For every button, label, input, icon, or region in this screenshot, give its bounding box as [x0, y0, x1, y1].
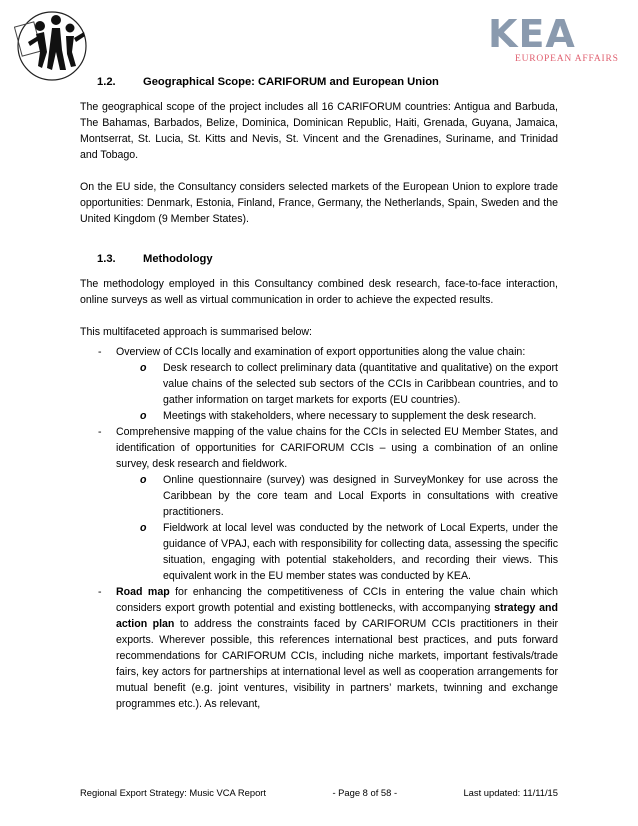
section-title: Geographical Scope: CARIFORUM and European Union	[143, 76, 439, 88]
sub-list-item: o Online questionnaire (survey) was designed in SurveyMonkey for use across the Caribbean by the core team and Local Exports in consultations with creative practitioners.	[140, 472, 558, 520]
document-body	[80, 74, 558, 712]
list-item-text: Comprehensive mapping of the value chains for the CCIs in selected EU Member States, and identification of opportunities for CARIFORUM CCIs – using a combination of an online survey, desk research and fieldwork.	[116, 426, 558, 470]
sub-list-item: o Fieldwork at local level was conducted by the network of Local Experts, under the guidance of VPAJ, each with responsibility for collecting data, assessing the specific situation, engaging with potential stakeholders, and recording their views. This equivalent work in the EU member states was conducted by KEA.	[140, 520, 558, 584]
paragraph: The methodology employed in this Consultancy combined desk research, face-to-face interaction, online surveys as well as virtual communication in order to achieve the expected results.	[80, 278, 558, 306]
sub-list	[116, 360, 558, 424]
list-item-text: to address the constraints faced by CARIFORUM CCIs practitioners in their exports. Wherever possible, this references international best practices, and puts forward recommendations for CARIFORUM CCIs, including niche markets, important festivals/trade fairs, key actors for partnerships at international level as well as cooperation arrangements for mutual benefit (e.g. joint ventures, visibility in partners’ markets, twinning and exchange programmes etc.). As relevant,	[116, 618, 559, 710]
list-item-text: Overview of CCIs locally and examination of export opportunities along the value chain:	[116, 346, 526, 358]
list-item	[80, 584, 558, 712]
sub-list-item: o Meetings with stakeholders, where necessary to supplement the desk research.	[140, 408, 558, 424]
footer-page-number: - Page 8 of 58 -	[332, 787, 398, 798]
kea-logo-subtitle: EUROPEAN AFFAIRS	[515, 54, 619, 64]
kea-logo-text: KEA	[488, 12, 576, 56]
section-number: 1.3.	[97, 253, 116, 265]
kea-logo	[488, 14, 638, 66]
paragraph: This multifaceted approach is summarised below:	[80, 326, 312, 338]
bold-term: Road map	[116, 586, 170, 598]
section-number: 1.2.	[97, 76, 116, 88]
list-item-text: for enhancing the competitiveness of CCIs in entering the value chain which considers export growth potential and existing bottlenecks, with accompanying	[116, 586, 558, 614]
methodology-list	[80, 344, 558, 712]
page-footer	[80, 787, 558, 798]
paragraph: On the EU side, the Consultancy considers selected markets of the European Union to explore trade opportunities: Denmark, Estonia, Finland, France, Germany, the Netherlands, Spain, Sweden and the United Kingdom (9 Member States).	[80, 181, 558, 225]
bold-term: strategy and action plan	[116, 602, 558, 630]
sub-list	[116, 472, 558, 584]
paragraph: The geographical scope of the project includes all 16 CARIFORUM countries: Antigua and Barbuda, The Bahamas, Barbados, Belize, Dominica, Dominican Republic, Haiti, Grenada, Guyana, Jamaica, Montserrat, St. Lucia, St. Kitts and Nevis, St. Vincent and the Grenadines, Suriname, and Trinidad and Tobago.	[80, 101, 558, 161]
section-heading-1-2	[80, 74, 558, 90]
list-item	[80, 344, 558, 424]
footer-report-title: Regional Export Strategy: Music VCA Report	[80, 787, 267, 798]
footer-last-updated: Last updated: 11/11/15	[463, 787, 558, 798]
section-title: Methodology	[143, 253, 213, 265]
section-heading-1-3	[80, 251, 558, 267]
sub-list-item: o Desk research to collect preliminary data (quantitative and qualitative) on the export value chains of the selected sub sectors of the CCIs in Caribbean countries, and to gather information on target markets for exports (EU countries).	[140, 360, 558, 408]
list-item	[80, 424, 558, 584]
